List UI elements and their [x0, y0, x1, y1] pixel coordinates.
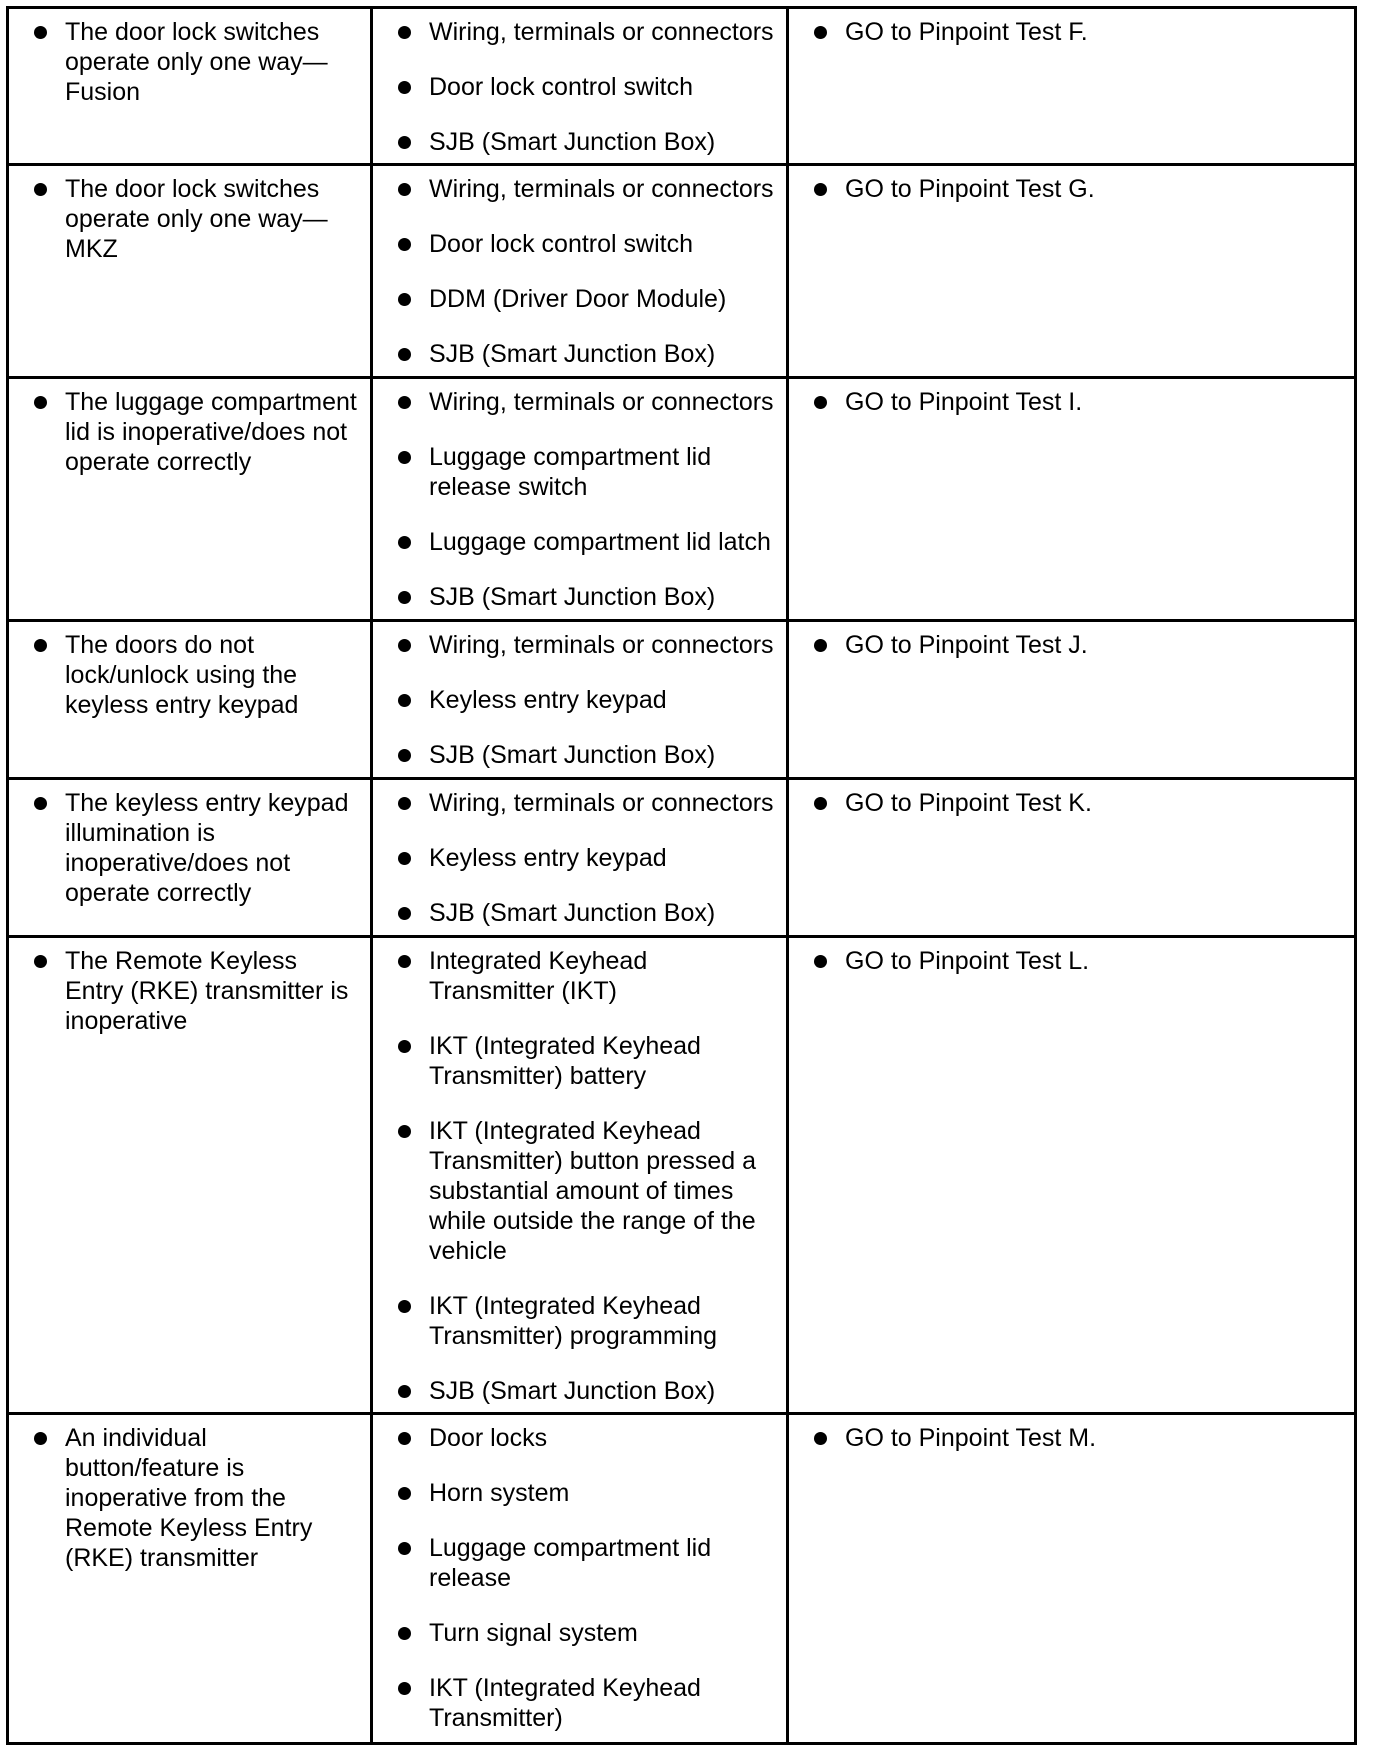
bullet-icon — [34, 26, 47, 39]
list-item — [33, 387, 360, 477]
list-item — [33, 630, 360, 720]
bullet-icon — [398, 1627, 411, 1640]
list-item — [397, 284, 776, 314]
list-item — [397, 843, 776, 873]
bullet-icon — [814, 396, 827, 409]
list-item — [397, 1533, 776, 1593]
list-item — [397, 582, 776, 612]
list-item — [397, 17, 776, 47]
bullet-icon — [398, 26, 411, 39]
list-item — [397, 740, 776, 770]
bullet-icon — [814, 183, 827, 196]
list-item — [397, 788, 776, 818]
bullet-icon — [398, 1125, 411, 1138]
list-item — [813, 946, 1344, 976]
list-item — [397, 685, 776, 715]
action-cell — [788, 779, 1356, 937]
condition-text: The Remote Keyless Entry (RKE) transmitter is inoperative — [65, 947, 349, 1035]
bullet-icon — [398, 694, 411, 707]
condition-cell — [8, 8, 372, 165]
list-item — [397, 1618, 776, 1648]
cause-text: Door locks — [429, 1424, 548, 1452]
list-item — [397, 1673, 776, 1733]
bullet-icon — [398, 238, 411, 251]
cause-text: SJB (Smart Junction Box) — [429, 741, 716, 769]
cause-text: IKT (Integrated Keyhead Transmitter) — [429, 1674, 701, 1732]
list-item — [813, 17, 1344, 47]
possible-source-cell — [372, 1414, 788, 1744]
cause-text: Horn system — [429, 1479, 570, 1507]
possible-source-cell — [372, 621, 788, 779]
list-item — [397, 630, 776, 660]
cause-text: Integrated Keyhead Transmitter (IKT) — [429, 947, 648, 1005]
table-row — [8, 378, 1356, 621]
table-row — [8, 937, 1356, 1414]
table-row — [8, 779, 1356, 937]
list-item — [397, 442, 776, 502]
cause-text: Luggage compartment lid latch — [429, 528, 771, 556]
list-item — [397, 127, 776, 157]
bullet-icon — [398, 293, 411, 306]
condition-text: The door lock switches operate only one way— MKZ — [65, 175, 328, 263]
bullet-icon — [814, 1432, 827, 1445]
bullet-icon — [34, 1432, 47, 1445]
table-row — [8, 621, 1356, 779]
list-item — [813, 630, 1344, 660]
cause-text: Keyless entry keypad — [429, 844, 667, 872]
action-text: GO to Pinpoint Test K. — [845, 789, 1092, 817]
bullet-icon — [398, 1385, 411, 1398]
list-item — [813, 1423, 1344, 1453]
bullet-icon — [398, 536, 411, 549]
bullet-icon — [814, 639, 827, 652]
bullet-icon — [398, 749, 411, 762]
list-item — [397, 1478, 776, 1508]
bullet-icon — [398, 136, 411, 149]
list-item — [813, 387, 1344, 417]
possible-source-cell — [372, 8, 788, 165]
bullet-icon — [34, 797, 47, 810]
bullet-icon — [34, 955, 47, 968]
action-text: GO to Pinpoint Test L. — [845, 947, 1090, 975]
list-item — [397, 1031, 776, 1091]
bullet-icon — [398, 1682, 411, 1695]
table-row — [8, 1414, 1356, 1744]
action-cell — [788, 1414, 1356, 1744]
cause-text: SJB (Smart Junction Box) — [429, 583, 716, 611]
table-row — [8, 8, 1356, 165]
condition-text: The door lock switches operate only one way— Fusion — [65, 18, 328, 106]
possible-source-cell — [372, 779, 788, 937]
bullet-icon — [34, 396, 47, 409]
list-item — [397, 946, 776, 1006]
list-item — [397, 339, 776, 369]
cause-text: SJB (Smart Junction Box) — [429, 340, 716, 368]
list-item — [813, 788, 1344, 818]
bullet-icon — [398, 1300, 411, 1313]
cause-text: Wiring, terminals or connectors — [429, 388, 774, 416]
condition-cell — [8, 378, 372, 621]
cause-text: Wiring, terminals or connectors — [429, 789, 774, 817]
condition-cell — [8, 621, 372, 779]
bullet-icon — [398, 955, 411, 968]
bullet-icon — [398, 591, 411, 604]
condition-text: An individual button/feature is inoperative from the Remote Keyless Entry (RKE) transmitter — [65, 1424, 313, 1572]
condition-cell — [8, 1414, 372, 1744]
action-cell — [788, 621, 1356, 779]
bullet-icon — [398, 81, 411, 94]
cause-text: IKT (Integrated Keyhead Transmitter) button pressed a substantial amount of times while outside the range of the vehicle — [429, 1117, 756, 1265]
bullet-icon — [398, 907, 411, 920]
table-row — [8, 165, 1356, 378]
cause-text: Turn signal system — [429, 1619, 638, 1647]
bullet-icon — [814, 26, 827, 39]
possible-source-cell — [372, 378, 788, 621]
list-item — [397, 1116, 776, 1266]
bullet-icon — [398, 451, 411, 464]
cause-text: Keyless entry keypad — [429, 686, 667, 714]
bullet-icon — [814, 955, 827, 968]
action-text: GO to Pinpoint Test M. — [845, 1424, 1097, 1452]
action-text: GO to Pinpoint Test G. — [845, 175, 1095, 203]
condition-text: The doors do not lock/unlock using the keyless entry keypad — [65, 631, 299, 719]
list-item — [397, 1376, 776, 1406]
cause-text: Luggage compartment lid release switch — [429, 443, 712, 501]
list-item — [397, 898, 776, 928]
bullet-icon — [398, 797, 411, 810]
bullet-icon — [398, 1487, 411, 1500]
bullet-icon — [398, 852, 411, 865]
condition-text: The luggage compartment lid is inoperative/does not operate correctly — [65, 388, 357, 476]
cause-text: SJB (Smart Junction Box) — [429, 899, 716, 927]
action-cell — [788, 165, 1356, 378]
cause-text: Luggage compartment lid release — [429, 1534, 712, 1592]
condition-cell — [8, 779, 372, 937]
action-text: GO to Pinpoint Test F. — [845, 18, 1088, 46]
list-item — [33, 946, 360, 1036]
list-item — [397, 1291, 776, 1351]
condition-cell — [8, 165, 372, 378]
cause-text: SJB (Smart Junction Box) — [429, 128, 716, 156]
cause-text: IKT (Integrated Keyhead Transmitter) programming — [429, 1292, 718, 1350]
bullet-icon — [398, 183, 411, 196]
bullet-icon — [398, 639, 411, 652]
cause-text: Wiring, terminals or connectors — [429, 18, 774, 46]
bullet-icon — [814, 797, 827, 810]
cause-text: Door lock control switch — [429, 230, 693, 258]
cause-text: Wiring, terminals or connectors — [429, 631, 774, 659]
bullet-icon — [398, 1542, 411, 1555]
list-item — [397, 72, 776, 102]
condition-text: The keyless entry keypad illumination is inoperative/does not operate correctly — [65, 789, 349, 907]
action-text: GO to Pinpoint Test I. — [845, 388, 1083, 416]
list-item — [397, 387, 776, 417]
action-text: GO to Pinpoint Test J. — [845, 631, 1088, 659]
list-item — [813, 174, 1344, 204]
symptom-chart-table — [6, 6, 1357, 1745]
list-item — [397, 174, 776, 204]
list-item — [33, 1423, 360, 1573]
cause-text: Door lock control switch — [429, 73, 693, 101]
bullet-icon — [34, 183, 47, 196]
bullet-icon — [398, 396, 411, 409]
cause-text: SJB (Smart Junction Box) — [429, 1377, 716, 1405]
cause-text: DDM (Driver Door Module) — [429, 285, 727, 313]
cause-text: Wiring, terminals or connectors — [429, 175, 774, 203]
action-cell — [788, 937, 1356, 1414]
list-item — [33, 174, 360, 264]
list-item — [33, 788, 360, 908]
list-item — [397, 229, 776, 259]
list-item — [33, 17, 360, 107]
bullet-icon — [398, 348, 411, 361]
list-item — [397, 527, 776, 557]
bullet-icon — [34, 639, 47, 652]
bullet-icon — [398, 1040, 411, 1053]
action-cell — [788, 378, 1356, 621]
action-cell — [788, 8, 1356, 165]
cause-text: IKT (Integrated Keyhead Transmitter) battery — [429, 1032, 701, 1090]
bullet-icon — [398, 1432, 411, 1445]
list-item — [397, 1423, 776, 1453]
condition-cell — [8, 937, 372, 1414]
possible-source-cell — [372, 937, 788, 1414]
possible-source-cell — [372, 165, 788, 378]
